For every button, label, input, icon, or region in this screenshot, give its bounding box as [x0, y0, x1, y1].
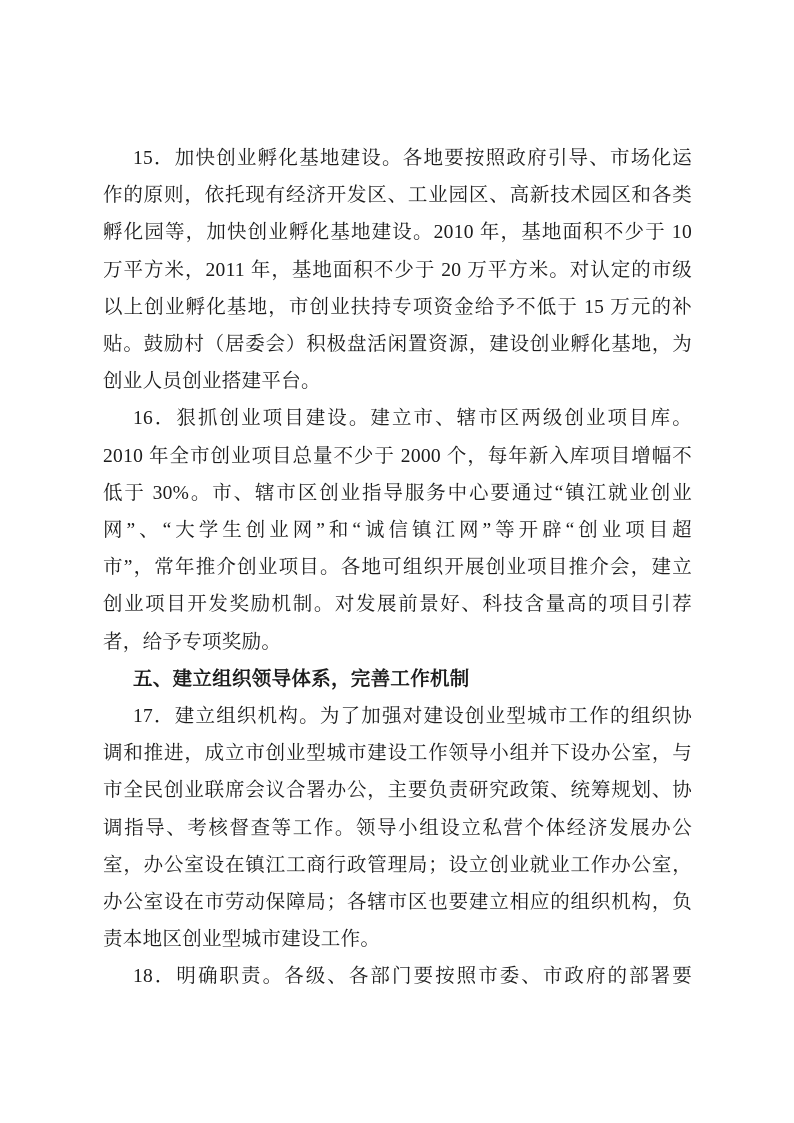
text-line: 者，给予专项奖励。 [103, 631, 282, 653]
text-line: 万平方米，2011 年，基地面积不少于 20 万平方米。对认定的市级 [103, 259, 692, 281]
text-line: 创业人员创业搭建平台。 [103, 371, 321, 393]
paragraph-15 [103, 140, 692, 400]
text-line: 贴。鼓励村（居委会）积极盘活闲置资源，建设创业孵化基地，为 [103, 334, 692, 356]
text-line: 以上创业孵化基地，市创业扶持专项资金给予不低于 15 万元的补 [103, 296, 692, 318]
text-line: 作的原则，依托现有经济开发区、工业园区、高新技术园区和各类 [103, 185, 692, 207]
section-heading-5 [103, 661, 692, 698]
document-body [103, 140, 692, 996]
text-line: 创业项目开发奖励机制。对发展前景好、科技含量高的项目引荐 [103, 594, 692, 616]
paragraph-16 [103, 400, 692, 660]
text-line: 调和推进，成立市创业型城市建设工作领导小组并下设办公室，与 [103, 743, 692, 765]
text-line: 网”、“大学生创业网”和“诚信镇江网”等开辟“创业项目超 [103, 520, 692, 542]
text-line: 办公室设在市劳动保障局；各辖市区也要建立相应的组织机构，负 [103, 892, 692, 914]
paragraph-17 [103, 698, 692, 958]
text-line: 2010 年全市创业项目总量不少于 2000 个，每年新入库项目增幅不 [103, 445, 692, 467]
text-line: 市”，常年推介创业项目。各地可组织开展创业项目推介会，建立 [103, 557, 692, 579]
section-heading: 五、建立组织领导体系，完善工作机制 [133, 667, 470, 690]
text-line: 15．加快创业孵化基地建设。各地要按照政府引导、市场化运 [133, 148, 692, 169]
paragraph-18 [103, 958, 692, 995]
text-line: 责本地区创业型城市建设工作。 [103, 929, 381, 951]
text-line: 市全民创业联席会议合署办公，主要负责研究政策、统筹规划、协 [103, 780, 692, 802]
text-line: 16．狠抓创业项目建设。建立市、辖市区两级创业项目库。 [133, 408, 692, 430]
text-line: 调指导、考核督查等工作。领导小组设立私营个体经济发展办公 [103, 817, 692, 839]
text-line: 低于 30%。市、辖市区创业指导服务中心要通过“镇江就业创业 [103, 482, 692, 504]
text-line: 17．建立组织机构。为了加强对建设创业型城市工作的组织协 [133, 706, 692, 728]
text-line: 室，办公室设在镇江工商行政管理局；设立创业就业工作办公室， [103, 854, 692, 876]
text-line: 孵化园等，加快创业孵化基地建设。2010 年，基地面积不少于 10 [103, 222, 692, 244]
text-line: 18．明确职责。各级、各部门要按照市委、市政府的部署要 [133, 966, 692, 988]
